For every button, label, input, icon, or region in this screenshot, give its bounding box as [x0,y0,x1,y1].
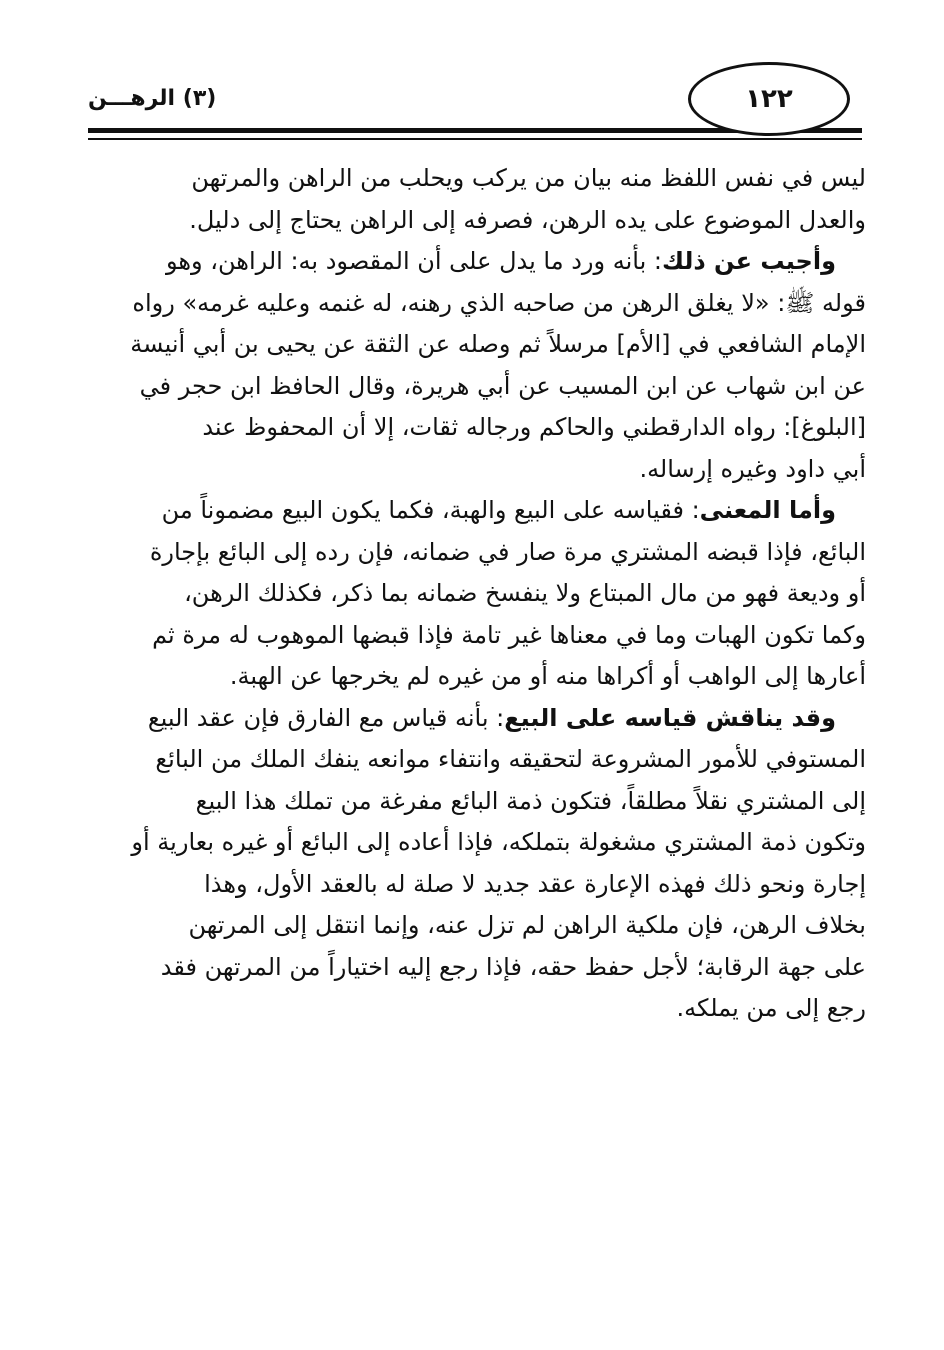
text-line: ليس في نفس اللفظ منه بيان من يركب ويحلب من الراهن والمرتهن [191,164,866,192]
paragraph-start-line: وقد يناقش قياسه على البيع: بأنه قياس مع الفارق فإن عقد البيع [147,703,836,732]
text-line: إجارة ونحو ذلك فهذه الإعارة عقد جديد لا صلة له بالعقد الأول، وهذا [204,869,866,898]
text-line: والعدل الموضوع على يده الرهن، فصرفه إلى الراهن يحتاج إلى دليل. [189,205,866,234]
paragraph-heading: وأجيب عن ذلك [661,247,836,275]
text-line: وكما تكون الهبات وما في معناها غير تامة فإذا قبضها الموهوب له مرة ثم [152,620,866,649]
running-title: (٣) الرهـــن [88,86,217,111]
paragraph-heading: وقد يناقش قياسه على البيع [504,703,836,732]
page-number-oval [688,62,850,136]
header-rule-thin [88,138,862,140]
text-line: المستوفي للأمور المشروعة لتحقيقه وانتفاء موانعه ينفك الملك من البائع [155,745,866,773]
text-line: أبي داود وغيره إرساله. [639,454,866,483]
page-number: ١٢٢ [745,84,793,114]
text-line: البائع، فإذا قبضه المشتري مرة صار في ضمانه، فإن رده إلى البائع بإجارة [149,537,866,566]
text-line: أو وديعة فهو من مال المبتاع ولا ينفسخ ضمانه بما ذكر، فكذلك الرهن، [184,579,866,607]
paragraph-start-line: وأما المعنى: فقياسه على البيع والهبة، فكما يكون البيع مضموناً من [161,496,836,524]
text-line: قوله ﷺ: «لا يغلق الرهن من صاحبه الذي رهنه، له غنمه وعليه غرمه» رواه [132,288,866,317]
paragraph-heading: وأما المعنى [699,496,836,524]
text-line: عن ابن شهاب عن ابن المسيب عن أبي هريرة، وقال الحافظ ابن حجر في [139,371,866,400]
text-line: وتكون ذمة المشتري مشغولة بتملكه، فإذا أعاده إلى البائع أو غيره بعارية أو [131,828,866,856]
text-line: رجع إلى من يملكه. [676,994,866,1022]
page-body [80,158,866,1030]
text-line: على جهة الرقابة؛ لأجل حفظ حقه، فإذا رجع إليه اختياراً من المرتهن فقد [160,952,866,981]
text-line: [البلوغ]: رواه الدارقطني والحاكم ورجاله ثقات، إلا أن المحفوظ عند [202,413,866,441]
text-line: أعارها إلى الواهب أو أكراها منه أو من غيره لم يخرجها عن الهبة. [229,662,866,690]
text-line: إلى المشتري نقلاً مطلقاً، فتكون ذمة البائع مفرغة من تملك هذا البيع [195,786,866,815]
text-line: بخلاف الرهن، فإن ملكية الراهن لم تزل عنه، وإنما انتقل إلى المرتهن [188,911,866,939]
paragraph-start-line: وأجيب عن ذلك: بأنه ورد ما يدل على أن المقصود به: الراهن، وهو [166,247,836,275]
page-header [0,0,944,160]
text-line: الإمام الشافعي في [الأم] مرسلاً ثم وصله عن الثقة عن يحيى بن أبي أنيسة [130,330,866,358]
